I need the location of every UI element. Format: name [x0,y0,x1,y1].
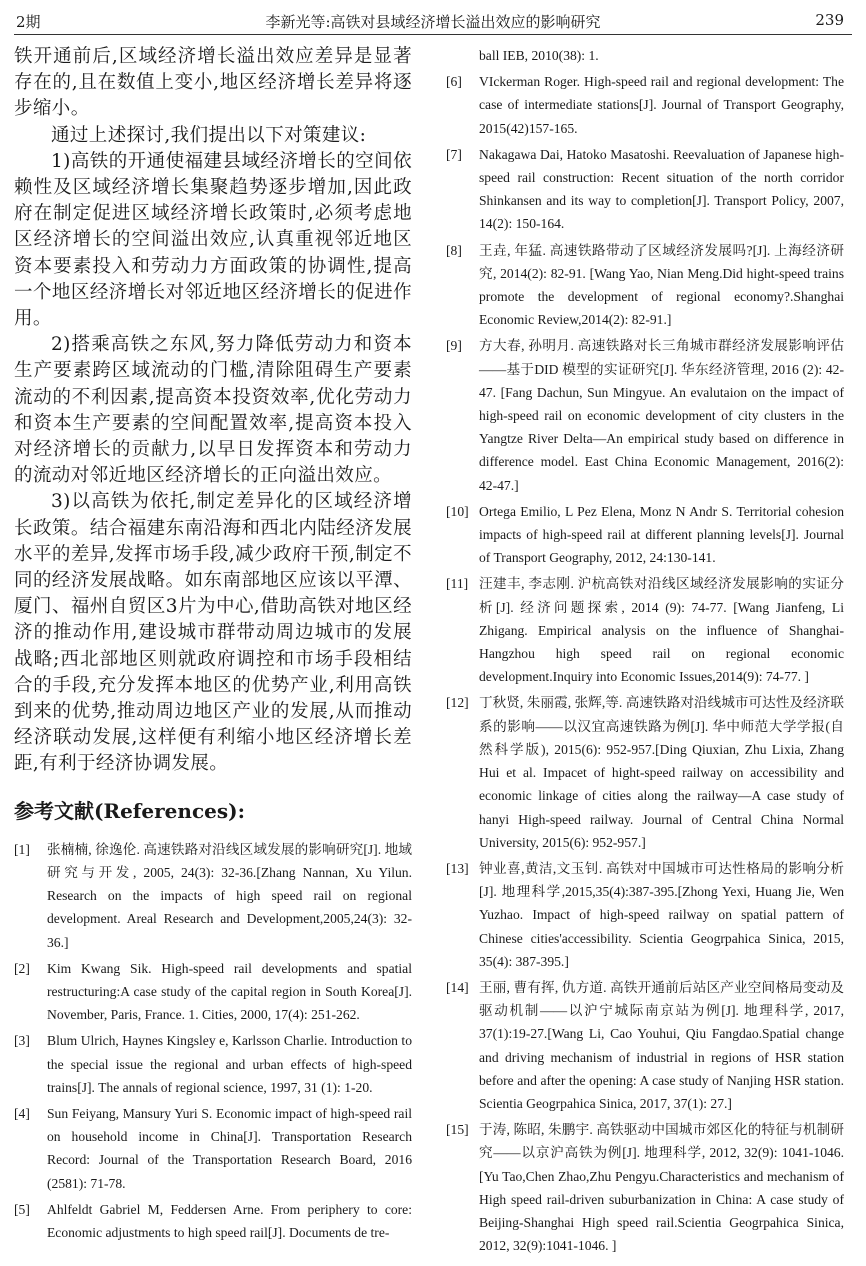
reference-text: Blum Ulrich, Haynes Kingsley e, Karlsson Charlie. Introduction to the special issue the regional and urban effects of high-speed trains[J]. The annals of regional science, 1997, 31 (1): 1-20. [47,1033,412,1095]
reference-number: [3] [14,1033,30,1049]
reference-number: [5] [14,1201,30,1217]
reference-number: [9] [446,338,462,354]
page-number: 239 [815,11,844,29]
reference-item [446,143,844,236]
reference-item [446,857,844,973]
reference-item [14,1102,412,1195]
body-paragraph: 铁开通前后,区域经济增长溢出效应差异是显著存在的,且在数值上变小,地区经济增长差异将逐步缩小。 [14,46,412,120]
references-heading: 参考文献(References): [14,798,245,823]
body-paragraph: 2)搭乘高铁之东风,努力降低劳动力和资本生产要素跨区域流动的门槛,清除阻碍生产要素流动的不利因素,提高资本投资效率,优化劳动力和资本生产要素的空间配置效率,提高资本投入对经济增长的贡献力,以早日发挥资本和劳动力的流动对邻近地区经济增长的正向溢出效应。 [14,334,412,487]
reference-text: ball IEB, 2010(38): 1. [479,48,599,63]
reference-number: [7] [446,146,462,162]
reference-item [14,838,412,954]
reference-text: 丁秋贤, 朱丽霞, 张辉,等. 高速铁路对沿线城市可达性及经济联系的影响——以汉宜高速铁路为例[J]. 华中师范大学学报(自然科学版), 2015(6): 952-957.[Ding Qiuxian, Zhu Lixia, Zhang Hui et al. Impacet of hight-speed railway on accessibility and economic linkage of cities along the railway—A case study of hanyi High-speed railway. Journal of Central China Normal University, 2015(6): 952-957.] [479,695,844,850]
reference-item [14,957,412,1027]
reference-text: Nakagawa Dai, Hatoko Masatoshi. Reevaluation of Japanese high-speed rail construction: Recent situation of the north corridor Shinkansen and its way to completion[J]. Transport Policy, 2007, 14(2): 150-164. [479,146,844,232]
reference-item [14,1198,412,1244]
reference-number: [15] [446,1122,469,1138]
reference-text: Kim Kwang Sik. High-speed rail developments and spatial restructuring:A case study of the capital region in South Korea[J]. November, Paris, France. 1. Cities, 2000, 17(4): 251-262. [47,960,412,1023]
running-title: 李新光等:高铁对县域经济增长溢出效应的影响研究 [265,13,601,31]
reference-number: [14] [446,979,469,995]
body-paragraph: 1)高铁的开通使福建县域经济增长的空间依赖性及区域经济增长集聚趋势逐步增加,因此政府在制定促进区域经济增长政策时,必须考虑地区经济增长的空间溢出效应,认真重视邻近地区资本要素投入和劳动力方面政策的协调性,提高一个地区经济增长对邻近地区经济增长的促进作用。 [14,150,412,330]
reference-number: [6] [446,74,462,90]
reference-item [446,1118,844,1257]
reference-number: [13] [446,860,469,876]
reference-item [446,691,844,853]
reference-number: [4] [14,1105,30,1121]
reference-item [446,70,844,140]
reference-text: 张楠楠, 徐逸伦. 高速铁路对沿线区域发展的影响研究[J]. 地域研究与开发, 2005, 24(3): 32-36.[Zhang Nannan, Xu Yilun. Research on the impacts of high speed rail on regional development. Areal Research and Development,2005,24(3): 32-36.] [47,841,412,950]
reference-item [446,976,844,1115]
reference-text: 汪建丰, 李志刚. 沪杭高铁对沿线区域经济发展影响的实证分析[J]. 经济问题探索, 2014 (9): 74-77. [Wang Jianfeng, Li Zhigang. Empirical analysis on the influence of Shanghai-Hangzhou high speed rail on regional economic development.Inquiry into Economic Issues,2014(9): 74-77. ] [479,576,844,685]
body-paragraph: 通过上述探讨,我们提出以下对策建议: [51,124,367,146]
reference-item [446,334,844,496]
reference-number: [12] [446,695,469,711]
reference-number: [1] [14,841,30,857]
reference-item [446,500,844,570]
issue-label: 2期 [16,13,41,31]
reference-continuation [446,44,844,67]
body-paragraph: 3)以高铁为依托,制定差异化的区域经济增长政策。结合福建东南沿海和西北内陆经济发展水平的差异,发挥市场手段,减少政府干预,制定不同的经济发展战略。如东南部地区应该以平潭、厦门、福州自贸区3片为中心,借助高铁对地区经济的推动作用,建设城市群带动周边城市的发展战略;西北部地区则就政府调控和市场手段相结合的手段,充分发挥本地区的优势产业,利用高铁到来的优势,推动周边地区产业的发展,从而推动经济联动发展,这样便有利缩小地区经济增长差距,有利于经济协调发展。 [14,491,412,775]
reference-text: Sun Feiyang, Mansury Yuri S. Economic impact of high-speed rail on household income in China[J]. Transportation Research Record: Journal of the Transportation Research Board, 2016 (2581): 71-78. [47,1105,412,1191]
left-column [14,44,412,1247]
reference-text: 王丽, 曹有挥, 仇方道. 高铁开通前后站区产业空间格局变动及驱动机制——以沪宁城际南京站为例[J]. 地理科学, 2017, 37(1):19-27.[Wang Li, Cao Youhui, Qiu Fangdao.Spatial change and driving mechanism of industrial in regions of HSR station before and after the opening: A case study of Nanjing HSR station. Scientia Geogrpahica Sinica, 2017, 37(1): 27.] [479,979,844,1111]
reference-number: [11] [446,576,469,592]
reference-item [14,1029,412,1099]
reference-number: [8] [446,242,462,258]
reference-item [446,572,844,688]
reference-text: VIckerman Roger. High-speed rail and regional development: The case of intermediate stations[J]. Journal of Transport Geography, 2015(42)157-165. [479,74,844,136]
reference-text: 于涛, 陈昭, 朱鹏宇. 高铁驱动中国城市郊区化的特征与机制研究——以京沪高铁为例[J]. 地理科学, 2012, 32(9): 1041-1046.[Yu Tao,Chen Zhao,Zhu Pengyu.Characteristics and mechanism of High speed rail-driven suburbanization in China: A case study of Beijing-Shanghai High speed rail.Scientia Geogrpahica Sinica, 2012, 32(9):1041-1046. ] [479,1122,844,1254]
reference-text: Ahlfeldt Gabriel M, Feddersen Arne. From periphery to core: Economic adjustments to high speed rail[J]. Documents de tre- [47,1201,412,1240]
right-column [446,44,844,1260]
reference-number: [10] [446,503,469,519]
reference-text: 方大春, 孙明月. 高速铁路对长三角城市群经济发展影响评估——基于DID 模型的实证研究[J]. 华东经济管理, 2016 (2): 42-47. [Fang Dachun, Sun Mingyue. An evalutaion on the impact of high-speed rail on economic development of city clusters in the Yangtze River Delta—An empirical study based on difference in difference model. East China Economic Management, 2016(2): 42-47.] [479,338,844,493]
reference-number: [2] [14,960,30,976]
reference-text: Ortega Emilio, L Pez Elena, Monz N Andr S. Territorial cohesion impacts of high-speed rail at different planning levels[J]. Journal of Transport Geography, 2012, 24:130-141. [479,503,844,566]
running-header [14,10,852,35]
reference-text: 王垚, 年猛. 高速铁路带动了区域经济发展吗?[J]. 上海经济研究, 2014(2): 82-91. [Wang Yao, Nian Meng.Did hight-speed trains promote the development of regional economy?.Shanghai Economic Review,2014(2): 82-91.] [479,242,844,328]
reference-text: 钟业喜,黄洁,文玉钊. 高铁对中国城市可达性格局的影响分析[J]. 地理科学,2015,35(4):387-395.[Zhong Yexi, Huang Jie, Wen Yuzhao. Impact of high-speed railway on spatial pattern of Chinese cities'accessibility. Scientia Geogrpahica Sinica, 2015, 35(4): 387-395.] [479,860,844,969]
reference-item [446,239,844,332]
